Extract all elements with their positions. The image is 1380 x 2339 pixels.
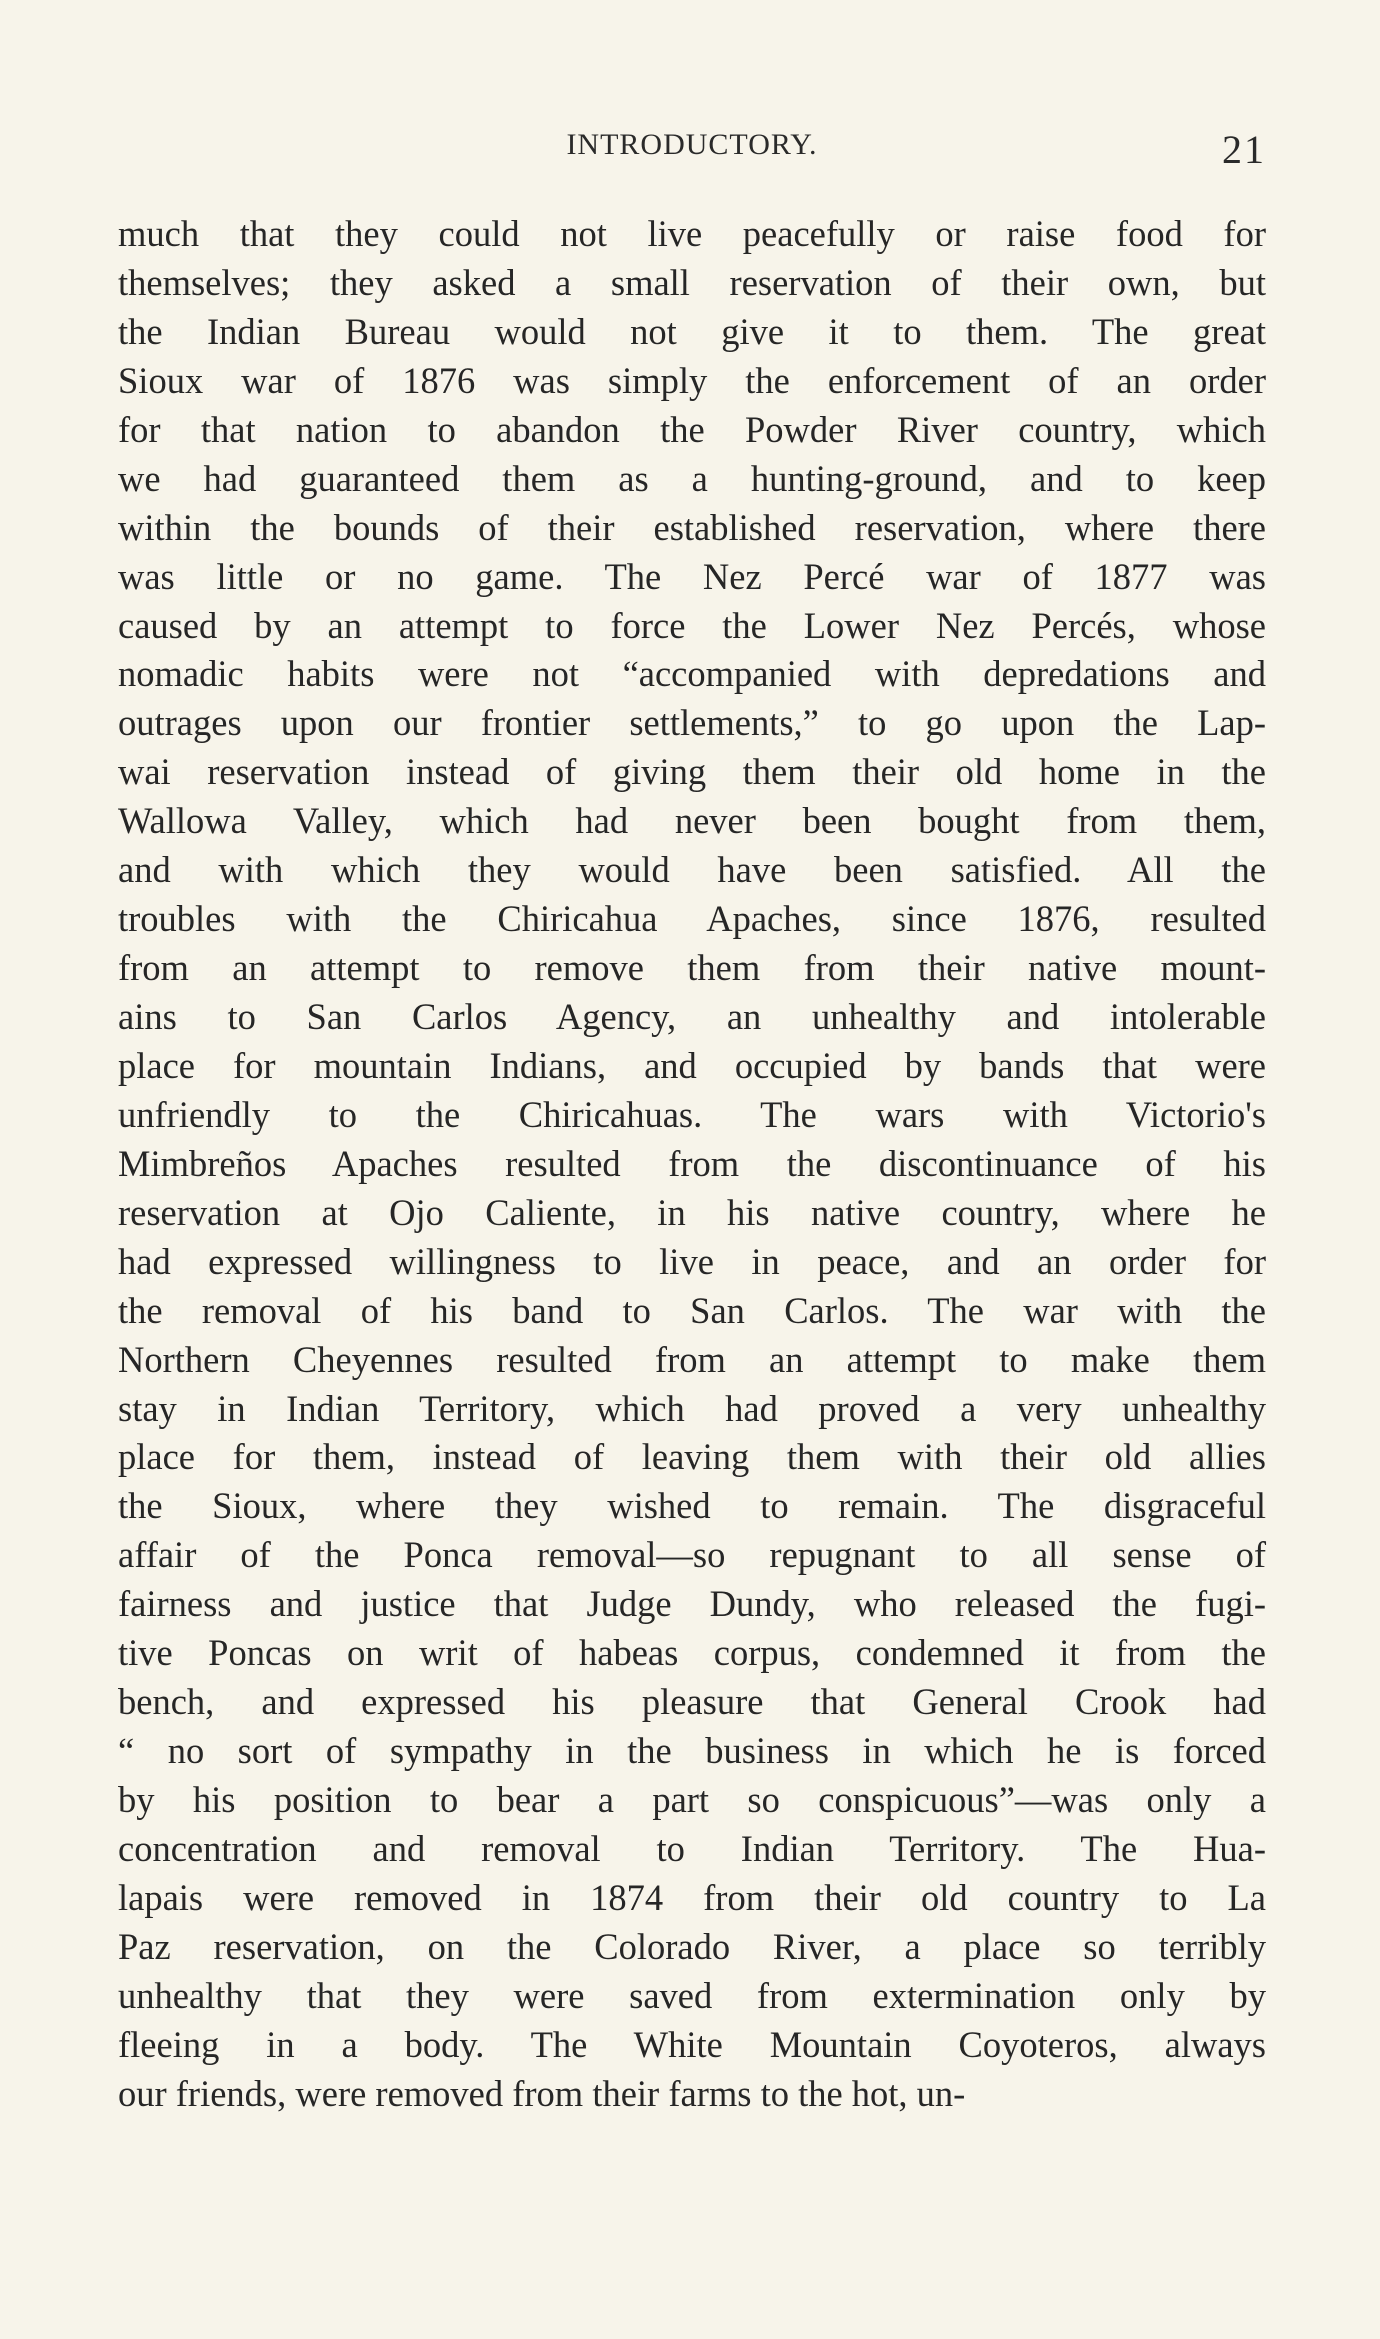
text-line: “ no sort of sympathy in the business in which he is forced bbox=[118, 1730, 1266, 1772]
text-line: unfriendly to the Chiricahuas. The wars with Victorio's bbox=[118, 1093, 1266, 1135]
text-line: reservation at Ojo Caliente, in his native country, where he bbox=[118, 1191, 1266, 1233]
text-line: outrages upon our frontier settlements,” to go upon the Lap- bbox=[118, 702, 1266, 744]
text-line: Northern Cheyennes resulted from an attempt to make them bbox=[118, 1338, 1266, 1380]
text-line: for that nation to abandon the Powder River country, which bbox=[118, 408, 1266, 450]
text-line: wai reservation instead of giving them their old home in the bbox=[118, 751, 1266, 793]
text-line: the removal of his band to San Carlos. The war with the bbox=[118, 1289, 1266, 1331]
text-line: our friends, were removed from their farms to the hot, un- bbox=[118, 2072, 966, 2114]
text-line: caused by an attempt to force the Lower Nez Percés, whose bbox=[118, 604, 1266, 646]
text-line: Mimbreños Apaches resulted from the discontinuance of his bbox=[118, 1142, 1266, 1184]
text-line: unhealthy that they were saved from extermination only by bbox=[118, 1974, 1266, 2016]
text-line: the Indian Bureau would not give it to them. The great bbox=[118, 310, 1266, 352]
running-title: INTRODUCTORY. bbox=[566, 128, 818, 161]
text-line: and with which they would have been satisfied. All the bbox=[118, 849, 1266, 891]
running-head bbox=[118, 127, 1266, 172]
body-text bbox=[118, 210, 1266, 2119]
text-line: themselves; they asked a small reservation of their own, but bbox=[118, 261, 1266, 303]
text-line: the Sioux, where they wished to remain. The disgraceful bbox=[118, 1485, 1266, 1527]
text-line: Sioux war of 1876 was simply the enforcement of an order bbox=[118, 359, 1266, 401]
text-line: bench, and expressed his pleasure that General Crook had bbox=[118, 1681, 1266, 1723]
text-line: concentration and removal to Indian Territory. The Hua- bbox=[118, 1827, 1266, 1869]
text-line: we had guaranteed them as a hunting-ground, and to keep bbox=[118, 457, 1266, 499]
text-line: fairness and justice that Judge Dundy, who released the fugi- bbox=[118, 1583, 1266, 1625]
text-line: much that they could not live peacefully or raise food for bbox=[118, 213, 1266, 254]
text-line: ains to San Carlos Agency, an unhealthy and intolerable bbox=[118, 996, 1266, 1037]
text-line: Paz reservation, on the Colorado River, a place so terribly bbox=[118, 1925, 1266, 1967]
text-line: Wallowa Valley, which had never been bought from them, bbox=[118, 800, 1266, 842]
text-line: place for them, instead of leaving them with their old allies bbox=[118, 1436, 1266, 1478]
page-number: 21 bbox=[1222, 127, 1266, 172]
text-line: from an attempt to remove them from their native mount- bbox=[118, 947, 1266, 989]
text-line: nomadic habits were not “accompanied with depredations and bbox=[118, 653, 1266, 695]
text-line: by his position to bear a part so conspicuous”—was only a bbox=[118, 1779, 1266, 1820]
text-line: within the bounds of their established reservation, where there bbox=[118, 506, 1266, 548]
text-line: fleeing in a body. The White Mountain Coyoteros, always bbox=[118, 2023, 1266, 2065]
text-line: lapais were removed in 1874 from their old country to La bbox=[118, 1876, 1266, 1918]
text-line: stay in Indian Territory, which had proved a very unhealthy bbox=[118, 1387, 1266, 1429]
text-line: affair of the Ponca removal—so repugnant to all sense of bbox=[118, 1534, 1266, 1576]
text-line: place for mountain Indians, and occupied by bands that were bbox=[118, 1044, 1266, 1086]
text-line: tive Poncas on writ of habeas corpus, condemned it from the bbox=[118, 1632, 1266, 1674]
text-line: was little or no game. The Nez Percé war of 1877 was bbox=[118, 555, 1266, 597]
text-line: troubles with the Chiricahua Apaches, since 1876, resulted bbox=[118, 898, 1266, 940]
text-line: had expressed willingness to live in peace, and an order for bbox=[118, 1240, 1266, 1282]
